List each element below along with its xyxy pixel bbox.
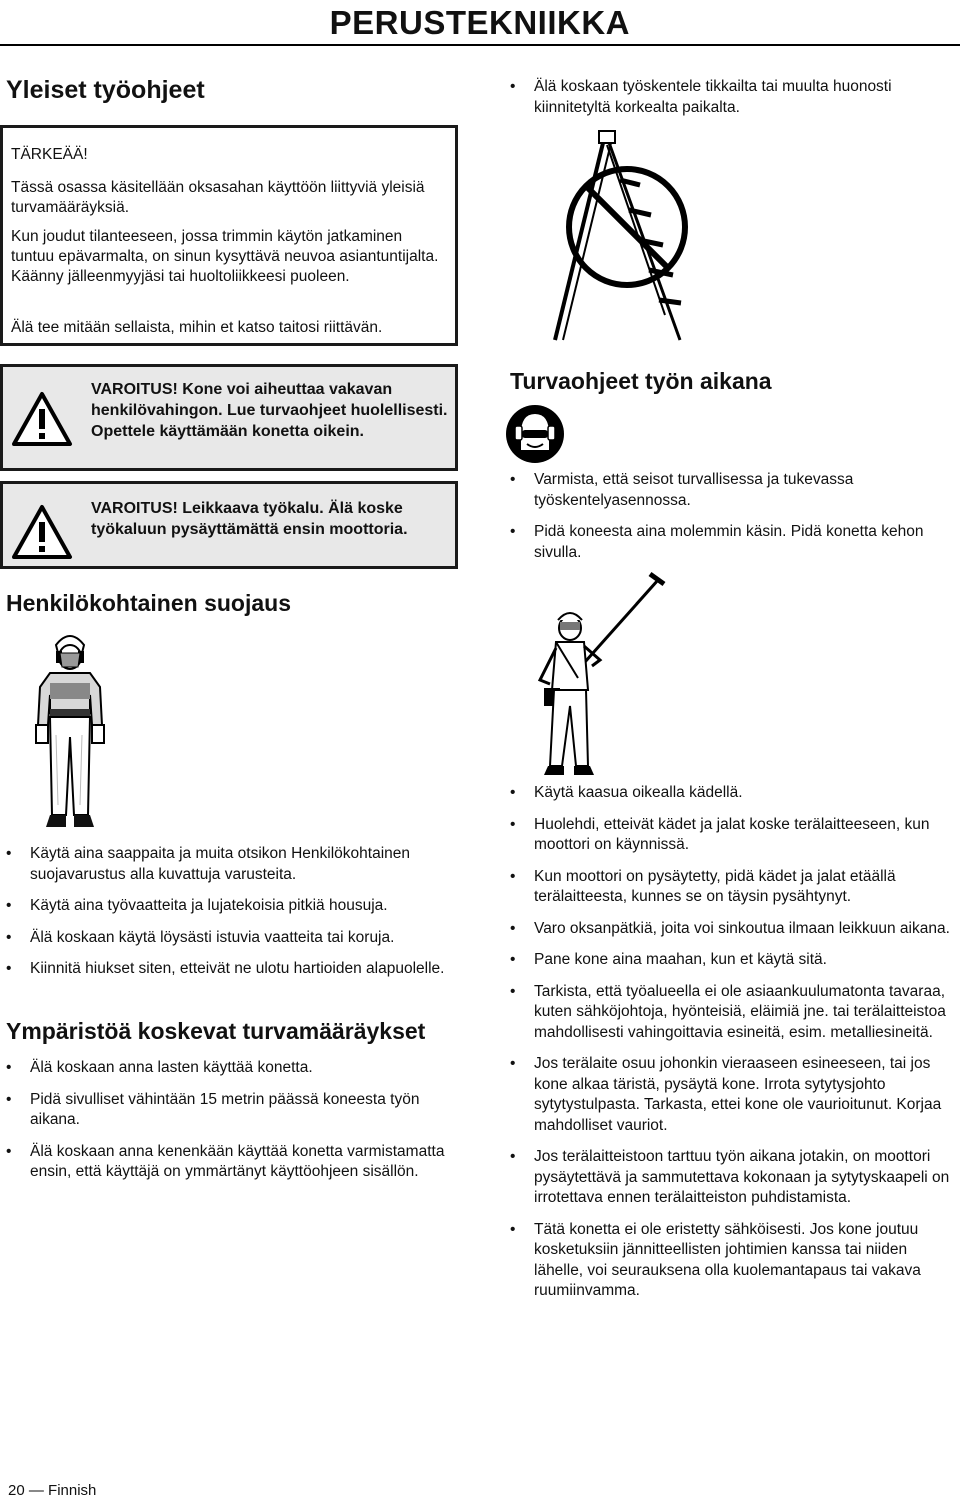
list-item: • Tätä konetta ei ole eristetty sähköisesti. Jos kone joutuu kosketuksiin jännitteellisten johtimien kanssa tai niiden lähelle, voi seurauksena olla kuolemantapaus tai vakava ruumiinvamma. — [510, 1220, 954, 1302]
header-rule — [0, 44, 960, 46]
list-item: • Kun moottori on pysäytetty, pidä kädet ja jalat etäällä terälaitteesta, kunnes se on täysin pysähtynyt. — [510, 867, 954, 908]
list-item: • Pidä sivulliset vähintään 15 metrin päässä koneesta työn aikana. — [6, 1090, 456, 1131]
environment-bullet-list — [6, 1058, 456, 1183]
warning-text-1 — [91, 379, 449, 442]
list-item: • Varmista, että seisot turvallisessa ja tukevassa työskentelyasennossa. — [510, 470, 950, 511]
list-item: • Pidä koneesta aina molemmin käsin. Pidä konetta kehon sivulla. — [510, 522, 950, 563]
warning-triangle-icon — [11, 504, 73, 560]
list-item: • Kiinnitä hiukset siten, etteivät ne ulotu hartioiden alapuolelle. — [6, 959, 456, 980]
page-number: 20 — [8, 1482, 25, 1499]
no-ladder-prohibition-illustration — [545, 125, 785, 350]
list-item: • Älä koskaan anna kenenkään käyttää konetta varmistamatta ensin, että käyttäjä on ymmärtänyt käyttöohjeen sisällön. — [6, 1142, 456, 1183]
warning-lead-2: VAROITUS! — [91, 500, 178, 517]
warning-body-2: Leikkaava työkalu. Älä koske työkaluun pysäyttämättä ensin moottoria. — [91, 500, 408, 538]
important-paragraph-2: Kun joudut tilanteeseen, jossa trimmin käytön jatkaminen tuntuu epävarmalta, on sinun kysyttävä neuvoa asiantuntijalta. Käänny jälleenmyyjäsi tai huoltoliikkeesi puoleen. — [11, 228, 439, 285]
warning-body-1: Kone voi aiheuttaa vakavan henkilövahingon. Lue turvaohjeet huolellisesti. Opettele käyttämään konetta oikein. — [91, 381, 448, 440]
operator-with-pole-saw-illustration — [530, 570, 670, 780]
list-item: • Älä koskaan työskentele tikkailta tai muulta huonosti kiinnitetyltä korkealta paikalta. — [510, 77, 950, 118]
protected-operator-illustration — [20, 625, 120, 830]
list-item: • Varo oksanpätkiä, joita voi sinkoutua ilmaan leikkuun aikana. — [510, 919, 954, 940]
personal-bullet-list — [6, 844, 456, 980]
personal-heading: Henkilökohtainen suojaus — [6, 590, 291, 616]
footer-dash: — — [28, 1482, 44, 1499]
footer-language: Finnish — [48, 1482, 97, 1499]
warning-text-2 — [91, 498, 449, 540]
page-footer — [8, 1482, 96, 1499]
face-protection-mandatory-icon — [505, 404, 565, 464]
warning-box-1 — [0, 364, 458, 471]
during-work-heading: Turvaohjeet työn aikana — [510, 368, 772, 394]
warning-triangle-icon — [11, 391, 73, 447]
important-paragraph-3: Älä tee mitään sellaista, mihin et katso taitosi riittävän. — [11, 319, 383, 336]
list-item: • Älä koskaan käytä löysästi istuvia vaatteita tai koruja. — [6, 928, 456, 949]
important-label: TÄRKEÄÄ! — [11, 146, 88, 163]
general-heading: Yleiset työohjeet — [6, 76, 205, 104]
list-item: • Tarkista, että työalueella ei ole asiaankuulumatonta tavaraa, kuten sähköjohtoja, hyönteisiä, eläimiä jne. tai terälaitteistoa mahdollisesti vahingoittavia esineitä, esim. metalliesineitä. — [510, 982, 954, 1044]
warning-lead-1: VAROITUS! — [91, 381, 178, 398]
list-item: • Pane kone aina maahan, kun et käytä sitä. — [510, 950, 954, 971]
list-item: • Huolehdi, etteivät kädet ja jalat koske terälaitteeseen, kun moottori on käynnissä. — [510, 815, 954, 856]
list-item: • Jos terälaitteistoon tarttuu työn aikana jotakin, on moottori pysäytettävä ja sammutettava kokonaan ja sytytyskaapeli on irrotettava ennen terälaitteiston puhdistamista. — [510, 1147, 954, 1209]
list-item: • Käytä aina työvaatteita ja lujatekoisia pitkiä housuja. — [6, 896, 456, 917]
during-work-bottom-bullet-list — [510, 783, 954, 1302]
important-paragraph-1: Tässä osassa käsitellään oksasahan käyttöön liittyviä yleisiä turvamääräyksiä. — [11, 179, 425, 216]
ladder-bullet-list — [510, 77, 950, 118]
list-item: • Käytä kaasua oikealla kädellä. — [510, 783, 954, 804]
list-item: • Jos terälaite osuu johonkin vieraaseen esineeseen, tai jos kone alkaa täristä, pysäytä kone. Irrota sytytysjohto sytytystulpasta. Tarkasta, ettei kone ole vaurioitunut. Korjaa mahdolliset vauriot. — [510, 1054, 954, 1136]
during-work-top-bullet-list — [510, 470, 950, 563]
list-item: • Älä koskaan anna lasten käyttää konetta. — [6, 1058, 456, 1079]
important-box — [0, 125, 458, 346]
page-header-title: PERUSTEKNIIKKA — [329, 4, 630, 41]
list-item: • Käytä aina saappaita ja muita otsikon Henkilökohtainen suojavarustus alla kuvattuja varusteita. — [6, 844, 456, 885]
environment-heading: Ympäristöä koskevat turvamääräykset — [6, 1018, 426, 1044]
warning-box-2 — [0, 481, 458, 569]
